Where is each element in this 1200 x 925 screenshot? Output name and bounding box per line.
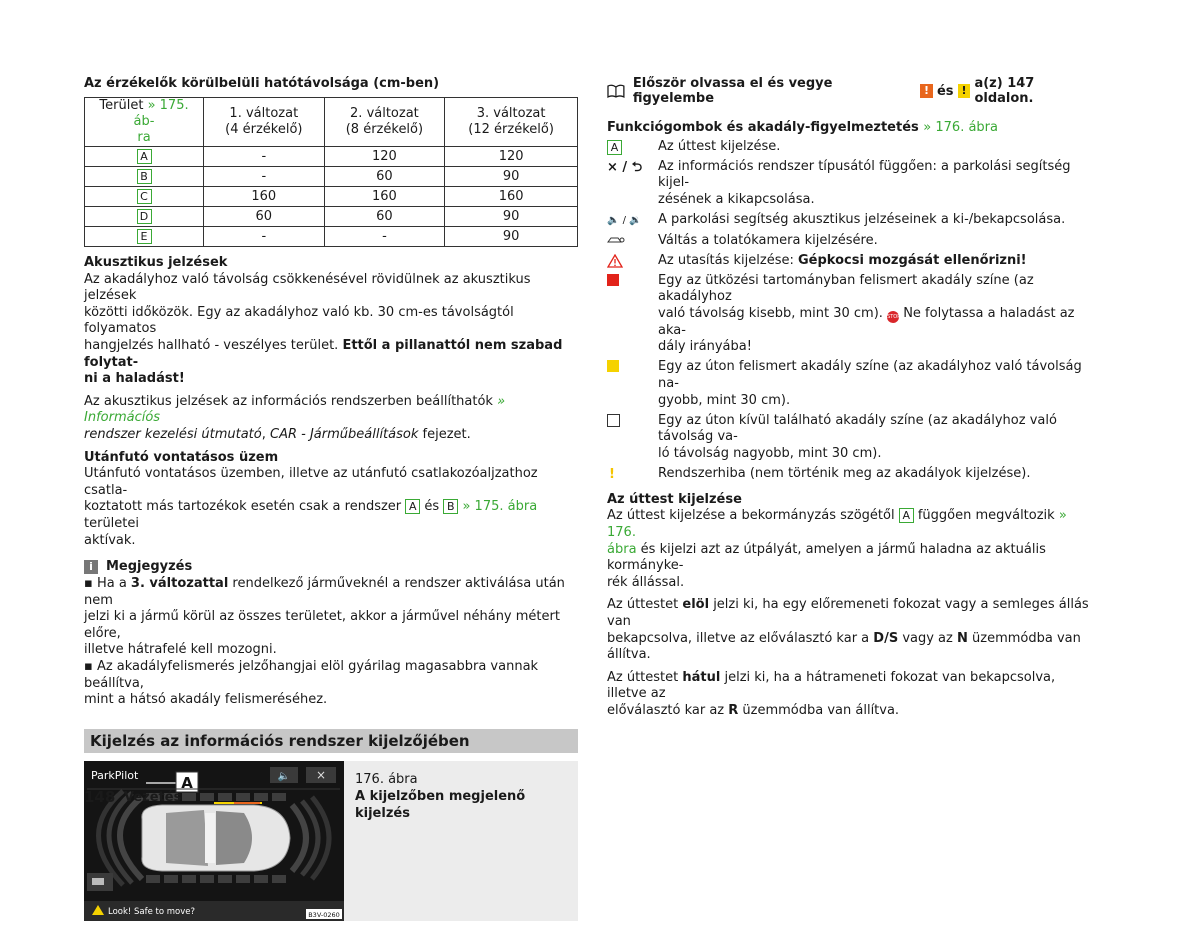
road-front-text: Az úttestet elöl jelzi ki, ha egy előremeneti fokozat vagy a semleges állás van bekapcsolva, illetve az előválasztó kar a D/S vagy az N üzemmódba van állítva. [607, 597, 1089, 663]
stop-icon: STOP [887, 311, 899, 323]
white-square-icon [607, 414, 620, 427]
table-cell: 90 [445, 227, 578, 247]
sensor-range-table [84, 97, 578, 247]
camera-icon [92, 878, 104, 885]
header-variant-2: 2. változat (8 érzékelő) [324, 98, 445, 147]
yellow-square-icon [607, 360, 619, 372]
right-column [607, 76, 1097, 720]
speaker-icon: 🔈 [277, 770, 291, 782]
figure-number: 176. ábra [355, 771, 418, 787]
camera-icon [607, 234, 625, 246]
symbol-row: ! Rendszerhiba (nem történik meg az akadályok kijelzése). [609, 465, 1031, 482]
figure-title: A kijelzőben megjelenő kijelzés [355, 788, 526, 821]
error-icon: ! [609, 466, 615, 482]
table-cell: 160 [445, 187, 578, 207]
table-cell: 60 [204, 207, 325, 227]
page-number: 148 [84, 788, 116, 806]
section-heading: Kijelzés az információs rendszer kijelzőjében [84, 729, 578, 753]
area-label: C [137, 189, 152, 204]
trailer-heading: Utánfutó vontatásos üzem [84, 449, 279, 465]
note-heading: i Megjegyzés [84, 559, 578, 574]
table-row [85, 227, 578, 247]
note-icon: ! [958, 84, 971, 98]
symbol-row: A Az úttest kijelzése. [607, 139, 1097, 156]
trailer-text: Utánfutó vontatásos üzemben, illetve az utánfutó csatlakozóaljzathoz csatla- koztatott más tartozékok esetén csak a rendszer A és B » 175. ábra területei aktívak. [84, 466, 538, 548]
acoustic-text: Az akadályhoz való távolság csökkenésével rövidülnek az akusztikus jelzések közötti időközök. Egy az akadályhoz való kb. 30 cm-es távolságtól folyamatos hangjelzés hallható - veszélyes terület. Ettől a pillanattól nem szabad folytat- ni a haladást! [84, 271, 563, 387]
table-cell: - [204, 167, 325, 187]
symbol-row: Egy az ütközési tartományban felismert akadály színe (az akadályhoz való távolság kisebb, mint 30 cm). STOP Ne folytassa a haladást az aka- dály irányába! [607, 273, 1097, 356]
table-row [85, 207, 578, 227]
red-square-icon [607, 274, 619, 286]
road-text: Az úttest kijelzése a bekormányzás szögétől A függően megváltozik » 176. ábra és kijelzi azt az útpályát, amelyen a jármű haladna az aktuális kormányke- rék állással. [607, 508, 1067, 590]
read-first-notice: Először olvassa el és vegye figyelembe ! és ! a(z) 147 oldalon. [607, 76, 1097, 106]
symbol-row: 🔈 / 🔉 A parkolási segítség akusztikus jelzéseinek a ki-/bekapcsolása. [607, 212, 1097, 230]
area-label: B [137, 169, 152, 184]
acoustic-heading: Akusztikus jelzések [84, 255, 228, 270]
table-title: Az érzékelők körülbelüli hatótávolsága (cm-ben) [84, 76, 440, 91]
callout-label: A [181, 773, 193, 792]
table-cell: 120 [324, 147, 445, 167]
figure-link[interactable]: » 176. [607, 508, 1067, 540]
symbol-row: Az utasítás kijelzése: Gépkocsi mozgását ellenőrizni! [607, 253, 1097, 270]
symbol-row: Egy az úton kívül található akadály színe (az akadályhoz való távolság va- ló távolság nagyobb, mint 30 cm). [607, 413, 1097, 463]
figure-code: B3V-0260 [308, 910, 340, 919]
page-section: Vezetés [124, 790, 182, 805]
acoustic-settings-text: Az akusztikus jelzések az információs rendszerben beállíthatók » Informácíós rendszer kezelési útmutató, CAR - Járműbeállítások fejezet. [84, 393, 506, 442]
area-label: E [137, 229, 152, 244]
screen-warning-text: Look! Safe to move? [108, 906, 196, 917]
symbol-row: Váltás a tolatókamera kijelzésére. [607, 233, 1097, 250]
note-bullet: ▪ Az akadályfelismerés jelzőhangjai elöl gyárilag magasabbra vannak beállítva, mint a hátsó akadály felismeréséhez. [84, 659, 539, 708]
area-label: A [137, 149, 152, 164]
header-variant-1: 1. változat (4 érzékelő) [204, 98, 325, 147]
table-cell: - [204, 227, 325, 247]
figure-caption [355, 771, 578, 822]
info-icon: i [84, 560, 98, 574]
table-cell: 60 [324, 207, 445, 227]
table-cell: 60 [324, 167, 445, 187]
table-cell: 160 [324, 187, 445, 207]
figure-176 [84, 761, 578, 921]
book-icon [607, 84, 625, 98]
header-area: Terület » 175. áb- ra [85, 98, 204, 147]
function-heading: Funkciógombok és akadály-figyelmeztetés » 176. ábra [607, 120, 998, 135]
symbol-row: × / ⮌ Az információs rendszer típusától függően: a parkolási segítség kijel- zésének a kikapcsolása. [607, 158, 1071, 207]
figure-link[interactable]: » 175. ábra [462, 499, 538, 515]
road-heading: Az úttest kijelzése [607, 491, 742, 507]
figure-link[interactable]: » 175. áb- [133, 98, 189, 129]
table-row [85, 187, 578, 207]
warning-triangle-icon [607, 254, 623, 268]
road-rear-text: Az úttestet hátul jelzi ki, ha a hátrameneti fokozat van bekapcsolva, illetve az előválasztó kar az R üzemmódba van állítva. [607, 669, 1056, 718]
caution-icon: ! [920, 84, 933, 98]
close-icon: × [315, 767, 327, 782]
table-cell: - [204, 147, 325, 167]
table-cell: - [324, 227, 445, 247]
table-cell: 120 [445, 147, 578, 167]
screen-title: ParkPilot [91, 768, 139, 782]
speaker-icon: 🔈 / 🔉 [607, 214, 642, 226]
table-row [85, 147, 578, 167]
area-label: D [137, 209, 152, 224]
parkpilot-screen [84, 761, 344, 921]
symbol-row: Egy az úton felismert akadály színe (az akadályhoz való távolság na- gyobb, mint 30 cm). [607, 359, 1097, 409]
area-label: A [899, 508, 914, 523]
area-label: A [607, 140, 622, 155]
table-row [85, 167, 578, 187]
figure-link[interactable]: ábra [607, 541, 637, 557]
table-cell: 160 [204, 187, 325, 207]
table-cell: 90 [445, 167, 578, 187]
table-cell: 90 [445, 207, 578, 227]
close-icon: × / ⮌ [607, 159, 643, 175]
note-bullet: ▪ Ha a 3. változattal rendelkező járműveknél a rendszer aktiválása után nem jelzi ki a jármű körül az összes területet, akkor a járművel néhány métert előre, illetve hátrafelé kell mozogni. [84, 576, 565, 658]
area-label: A [405, 499, 420, 514]
area-label: B [443, 499, 458, 514]
figure-link[interactable]: » 176. ábra [923, 120, 998, 135]
parkpilot-illustration [84, 761, 344, 921]
manual-link[interactable]: » Informácíós [84, 393, 506, 426]
header-variant-3: 3. változat (12 érzékelő) [445, 98, 578, 147]
